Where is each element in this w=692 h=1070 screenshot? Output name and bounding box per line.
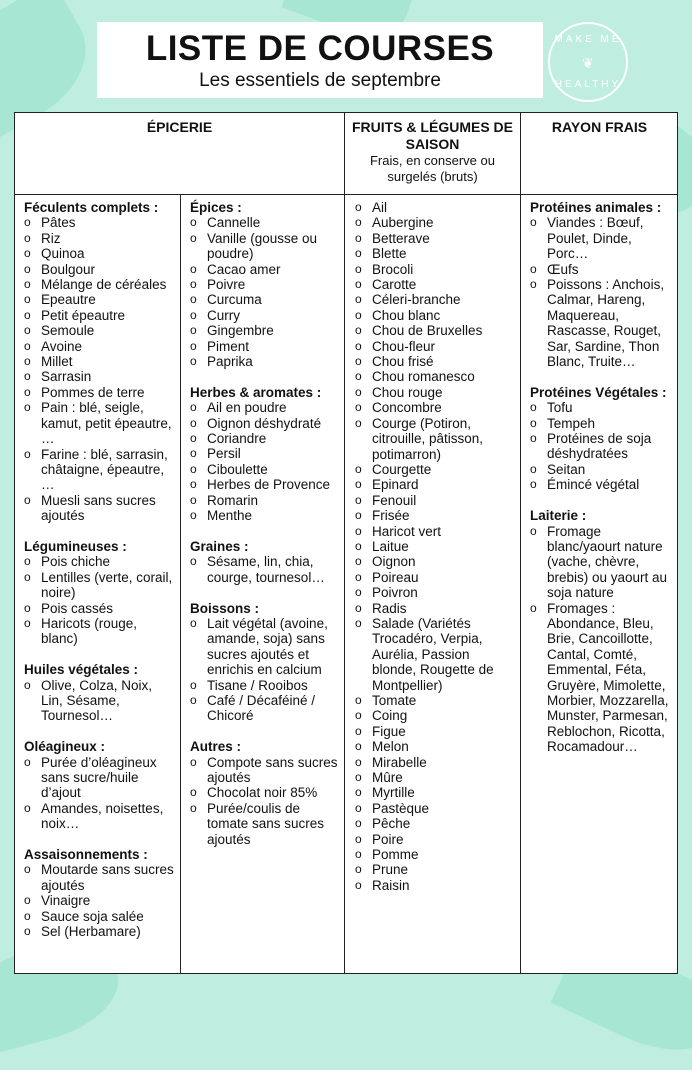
list-item[interactable]: o Sauce soja salée — [24, 909, 176, 924]
section-heading: Huiles végétales : — [24, 662, 139, 678]
list-item[interactable]: o Purée d’oléagineux sans sucre/huile d’ajout — [24, 755, 176, 801]
section-heading: Oléagineux : — [24, 739, 106, 755]
list-item[interactable]: o Avoine — [24, 339, 176, 354]
checklist — [190, 400, 340, 523]
list-item[interactable]: o Ail — [355, 200, 517, 215]
section-spacer — [190, 585, 340, 600]
column-divider — [180, 195, 181, 973]
checklist — [530, 524, 676, 755]
checklist — [190, 616, 340, 724]
list-item[interactable]: o Sel (Herbamare) — [24, 924, 176, 939]
list-item[interactable]: o Blette — [355, 246, 517, 261]
list-item[interactable]: o Romarin — [190, 493, 340, 508]
list-item[interactable]: o Semoule — [24, 323, 176, 338]
list-item[interactable]: o Vinaigre — [24, 893, 176, 908]
list-item[interactable]: o Haricots (rouge, blanc) — [24, 616, 176, 647]
list-item[interactable]: o Vanille (gousse ou poudre) — [190, 231, 340, 262]
list-item[interactable]: o Courgette — [355, 462, 517, 477]
list-item[interactable]: o Lait végétal (avoine, amande, soja) sans sucres ajoutés et enrichis en calcium — [190, 616, 340, 678]
checklist — [190, 554, 340, 585]
list-item[interactable]: o Purée/coulis de tomate sans sucres ajoutés — [190, 801, 340, 847]
list-item[interactable]: o Epinard — [355, 477, 517, 492]
list-item[interactable]: o Petit épeautre — [24, 308, 176, 323]
column-divider — [344, 113, 345, 973]
header-divider — [15, 194, 677, 195]
section-heading: Autres : — [190, 739, 242, 755]
list-item[interactable]: o Persil — [190, 446, 340, 461]
list-item[interactable]: o Curcuma — [190, 292, 340, 307]
list-item[interactable]: o Chou blanc — [355, 308, 517, 323]
list-item[interactable]: o Melon — [355, 739, 517, 754]
list-item[interactable]: o Moutarde sans sucres ajoutés — [24, 862, 176, 893]
list-item[interactable]: o Salade (Variétés Trocadéro, Verpia, Aurélia, Passion blonde, Rougette de Montpellier) — [355, 616, 517, 693]
list-item[interactable]: o Raisin — [355, 878, 517, 893]
section-heading: Graines : — [190, 538, 249, 554]
list-item[interactable]: o Poissons : Anchois, Calmar, Hareng, Maquereau, Rascasse, Rouget, Sar, Sardine, Thon Blanc, Truite… — [530, 277, 676, 369]
list-item[interactable]: o Café / Décaféiné / Chicoré — [190, 693, 340, 724]
list-item[interactable]: o Cacao amer — [190, 262, 340, 277]
list-item[interactable]: o Ail en poudre — [190, 400, 340, 415]
list-item[interactable]: o Boulgour — [24, 262, 176, 277]
list-item[interactable]: o Farine : blé, sarrasin, châtaigne, épeautre, … — [24, 447, 176, 493]
list-item[interactable]: o Émincé végétal — [530, 477, 676, 492]
list-item[interactable]: o Riz — [24, 231, 176, 246]
list-item[interactable]: o Poivre — [190, 277, 340, 292]
column-header-frais — [521, 119, 678, 136]
column-header-label: FRUITS & LÉGUMES DE SAISON — [351, 119, 513, 152]
list-item[interactable]: o Frisée — [355, 508, 517, 523]
list-item[interactable]: o Pois cassés — [24, 601, 176, 616]
checklist — [24, 215, 176, 523]
section-spacer — [24, 647, 176, 662]
section-spacer — [24, 524, 176, 539]
column-header-label: ÉPICERIE — [146, 119, 213, 135]
list-item[interactable]: o Cannelle — [190, 215, 340, 230]
list-item[interactable]: o Poivron — [355, 585, 517, 600]
list-item[interactable]: o Sarrasin — [24, 369, 176, 384]
list-item[interactable]: o Chou rouge — [355, 385, 517, 400]
list-item[interactable]: o Chocolat noir 85% — [190, 785, 340, 800]
checklist — [24, 554, 176, 646]
list-item[interactable]: o Œufs — [530, 262, 676, 277]
list-item[interactable]: o Oignon — [355, 554, 517, 569]
list-item[interactable]: o Paprika — [190, 354, 340, 369]
logo-text-top: MAKE ME — [554, 34, 622, 45]
section-heading: Protéines Végétales : — [530, 384, 667, 400]
section-heading: Protéines animales : — [530, 200, 662, 215]
column-header-label: RAYON FRAIS — [551, 119, 648, 135]
list-item[interactable]: o Pastèque — [355, 801, 517, 816]
list-item[interactable]: o Sésame, lin, chia, courge, tournesol… — [190, 554, 340, 585]
list-item[interactable]: o Carotte — [355, 277, 517, 292]
section-spacer — [24, 724, 176, 739]
logo-text-bottom: HEALTHY — [554, 79, 622, 90]
section-heading: Herbes & aromates : — [190, 384, 322, 400]
leaf-icon: ❦ — [582, 55, 594, 71]
list-item[interactable]: o Chou romanesco — [355, 369, 517, 384]
list-item[interactable]: o Poireau — [355, 570, 517, 585]
list-item[interactable]: o Chou de Bruxelles — [355, 323, 517, 338]
list-item[interactable]: o Brocoli — [355, 262, 517, 277]
checklist — [530, 400, 676, 492]
list-item[interactable]: o Pomme — [355, 847, 517, 862]
checklist — [24, 755, 176, 832]
checklist — [24, 678, 176, 724]
list-item[interactable]: o Mûre — [355, 770, 517, 785]
list-item[interactable]: o Haricot vert — [355, 524, 517, 539]
list-item[interactable]: o Pain : blé, seigle, kamut, petit épeautre, … — [24, 400, 176, 446]
checklist — [190, 215, 340, 369]
list-item[interactable]: o Céleri-branche — [355, 292, 517, 307]
list-item[interactable]: o Concombre — [355, 400, 517, 415]
column-header-fruits — [345, 119, 520, 185]
list-item[interactable]: o Betterave — [355, 231, 517, 246]
list-item[interactable]: o Lentilles (verte, corail, noire) — [24, 570, 176, 601]
section-spacer — [530, 369, 676, 384]
list-item[interactable]: o Ciboulette — [190, 462, 340, 477]
column-header-note: Frais, en conserve ou surgelés (bruts) — [369, 153, 495, 184]
list-item[interactable]: o Viandes : Bœuf, Poulet, Dinde, Porc… — [530, 215, 676, 261]
list-item[interactable]: o Oignon déshydraté — [190, 416, 340, 431]
section-heading: Laiterie : — [530, 508, 587, 524]
list-item[interactable]: o Courge (Potiron, citrouille, pâtisson, potimarron) — [355, 416, 517, 462]
list-item[interactable]: o Muesli sans sucres ajoutés — [24, 493, 176, 524]
list-item[interactable]: o Pâtes — [24, 215, 176, 230]
section-heading: Légumineuses : — [24, 538, 127, 554]
section-spacer — [190, 524, 340, 539]
list-item[interactable]: o Epeautre — [24, 292, 176, 307]
section-heading: Assaisonnements : — [24, 847, 148, 862]
section-heading: Épices : — [190, 200, 242, 215]
list-item[interactable]: o Quinoa — [24, 246, 176, 261]
section-heading: Boissons : — [190, 600, 260, 616]
checklist — [190, 755, 340, 847]
checklist — [24, 862, 176, 939]
column-fruits-legumes — [355, 200, 517, 893]
list-item[interactable]: o Coing — [355, 708, 517, 723]
column-divider — [520, 113, 521, 973]
list-item[interactable]: o Compote sans sucres ajoutés — [190, 755, 340, 786]
list-item[interactable]: o Pommes de terre — [24, 385, 176, 400]
list-item[interactable]: o Prune — [355, 862, 517, 877]
checklist — [355, 200, 517, 893]
list-item[interactable]: o Pois chiche — [24, 554, 176, 569]
list-item[interactable]: o Tofu — [530, 400, 676, 415]
list-item[interactable]: o Amandes, noisettes, noix… — [24, 801, 176, 832]
list-item[interactable]: o Poire — [355, 832, 517, 847]
list-item[interactable]: o Piment — [190, 339, 340, 354]
checklist — [530, 215, 676, 369]
list-item[interactable]: o Tisane / Rooibos — [190, 678, 340, 693]
list-item[interactable]: o Herbes de Provence — [190, 477, 340, 492]
list-item[interactable]: o Tempeh — [530, 416, 676, 431]
section-heading: Féculents complets : — [24, 200, 159, 215]
list-item[interactable]: o Laitue — [355, 539, 517, 554]
list-item[interactable]: o Chou frisé — [355, 354, 517, 369]
list-item[interactable]: o Curry — [190, 308, 340, 323]
list-item[interactable]: o Millet — [24, 354, 176, 369]
list-item[interactable]: o Chou-fleur — [355, 339, 517, 354]
list-item[interactable]: o Gingembre — [190, 323, 340, 338]
list-item[interactable]: o Aubergine — [355, 215, 517, 230]
header — [97, 22, 543, 98]
section-spacer — [190, 369, 340, 384]
list-item[interactable]: o Pêche — [355, 816, 517, 831]
column-epicerie-feculents — [24, 200, 176, 939]
list-item[interactable]: o Figue — [355, 724, 517, 739]
page-title: LISTE DE COURSES — [145, 29, 495, 68]
list-item[interactable]: o Fromage blanc/yaourt nature (vache, chèvre, brebis) ou yaourt au soja nature — [530, 524, 676, 601]
column-header-epicerie — [15, 119, 344, 136]
list-item[interactable]: o Mélange de céréales — [24, 277, 176, 292]
list-item[interactable]: o Coriandre — [190, 431, 340, 446]
section-spacer — [530, 493, 676, 508]
list-item[interactable]: o Seitan — [530, 462, 676, 477]
shopping-list-table — [14, 112, 678, 974]
page-subtitle: Les essentiels de septembre — [199, 70, 441, 91]
list-item[interactable]: o Fenouil — [355, 493, 517, 508]
brand-logo — [548, 22, 628, 102]
list-item[interactable]: o Mirabelle — [355, 755, 517, 770]
list-item[interactable]: o Menthe — [190, 508, 340, 523]
list-item[interactable]: o Radis — [355, 601, 517, 616]
column-epicerie-epices — [190, 200, 340, 847]
section-spacer — [24, 832, 176, 847]
list-item[interactable]: o Tomate — [355, 693, 517, 708]
list-item[interactable]: o Fromages : Abondance, Bleu, Brie, Cancoillotte, Cantal, Comté, Emmental, Féta, Gruyère, Mimolette, Morbier, Mozzarella, Munster, Parmesan, Reblochon, Ricotta, Rocamadour… — [530, 601, 676, 755]
section-spacer — [190, 724, 340, 739]
column-rayon-frais — [530, 200, 676, 755]
list-item[interactable]: o Myrtille — [355, 785, 517, 800]
list-item[interactable]: o Protéines de soja déshydratées — [530, 431, 676, 462]
list-item[interactable]: o Olive, Colza, Noix, Lin, Sésame, Tournesol… — [24, 678, 176, 724]
